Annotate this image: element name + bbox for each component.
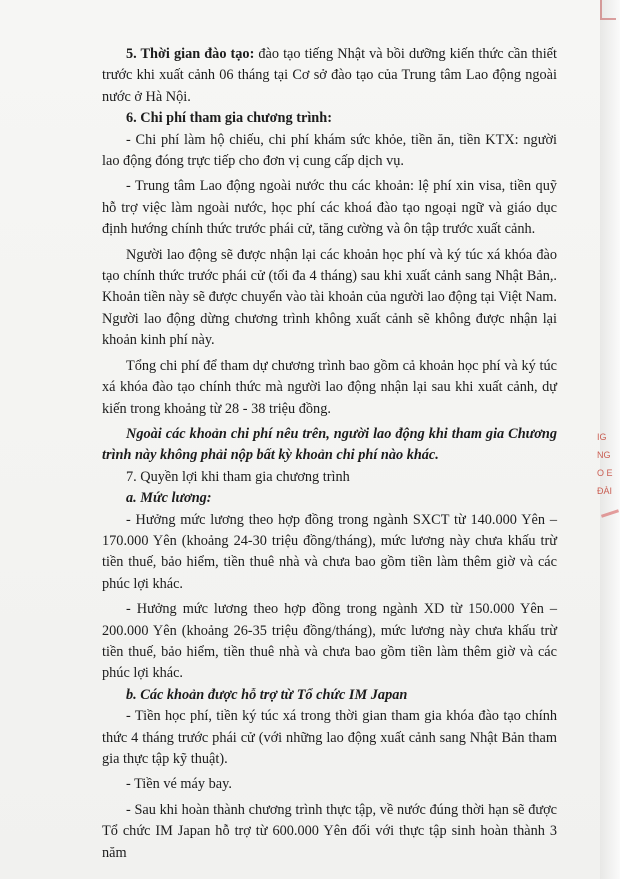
section6-paragraph-1: - Chi phí làm hộ chiếu, chi phí khám sức khỏe, tiền ăn, tiền KTX: người lao động đóng trực tiếp cho đơn vị cung cấp dịch vụ. [102, 131, 557, 170]
section7-sub-a: a. Mức lương: [126, 490, 212, 507]
stamp-text: ĐÀI [597, 486, 613, 496]
section7-sub-b: b. Các khoản được hỗ trợ từ Tổ chức IM Japan [126, 686, 408, 703]
stamp-text: NG [597, 450, 611, 460]
section6-paragraph-5: Ngoài các khoản chi phí nêu trên, người lao động khi tham gia Chương trình này không phải nộp bất kỳ khoản chi phí nào khác. [102, 425, 557, 464]
support-paragraph-1: - Tiền học phí, tiền ký túc xá trong thời gian tham gia khóa đào tạo chính thức 4 tháng trước phái cử (với những lao động xuất cảnh sang Nhật Bản tham gia thực tập kỹ thuật). [102, 708, 557, 767]
section5-text-start: đào tạo tiếng Nhật và bồi dưỡng kiến thức cần thiết [254, 46, 557, 62]
support-paragraph-2: - Tiền vé máy bay. [126, 776, 232, 793]
margin-red-stamp [597, 428, 619, 548]
corner-mark [600, 0, 616, 20]
section5-heading: 5. Thời gian đào tạo: [126, 46, 255, 62]
section6-heading: 6. Chi phí tham gia chương trình: [126, 110, 332, 127]
salary-paragraph-1: - Hưởng mức lương theo hợp đồng trong ngành SXCT từ 140.000 Yên – 170.000 Yên (khoảng 24-30 triệu đồng/tháng), mức lương này chưa khấu trừ tiền thuế, bảo hiểm, tiền thuê nhà và chưa bao gồm tiền làm thêm giờ và các phúc lợi khác. [102, 511, 557, 592]
salary-paragraph-2: - Hưởng mức lương theo hợp đồng trong ngành XD từ 150.000 Yên – 200.000 Yên (khoảng 26-35 triệu đồng/tháng), mức lương này chưa khấu trừ tiền thuế, bảo hiểm, tiền thuê nhà và chưa bao gồm tiền làm thêm giờ và các phúc lợi khác. [102, 601, 557, 682]
support-paragraph-3: - Sau khi hoàn thành chương trình thực tập, về nước đúng thời hạn sẽ được Tổ chức IM Japan hỗ trợ từ 600.000 Yên đối với thực tập sinh hoàn thành 3 năm [102, 801, 557, 861]
document-body [102, 44, 557, 864]
section5-paragraph [102, 44, 557, 108]
section6-paragraph-3: Người lao động sẽ được nhận lại các khoản học phí và ký túc xá khóa đào tạo chính thức trước phái cử (tối đa 4 tháng) sau khi xuất cảnh sang Nhật Bản,. Khoản tiền này sẽ được chuyển vào tài khoản của người lao động tại Việt Nam. Người lao động dừng chương trình không xuất cảnh sẽ không được nhận lại khoản kinh phí này. [102, 246, 557, 349]
section6-paragraph-4: Tổng chi phí để tham dự chương trình bao gồm cả khoản học phí và ký túc xá khóa đào tạo chính thức mà người lao động nhận lại sau khi xuất cảnh, dự kiến trong khoảng từ 28 - 38 triệu đồng. [102, 357, 557, 417]
stamp-text: O E [597, 468, 613, 478]
section5-text-rest: trước khi xuất cảnh 06 tháng tại Cơ sở đào tạo của Trung tâm Lao động ngoài nước ở Hà Nội. [102, 67, 557, 105]
section6-paragraph-2: - Trung tâm Lao động ngoài nước thu các khoản: lệ phí xin visa, tiền quỹ hỗ trợ việc làm ngoài nước, học phí các khoá đào tạo ngoại ngữ và giáo dục định hướng chính thức trước phái cử, tăng cường và ôn tập trước xuất cảnh. [102, 178, 557, 238]
stamp-text: IG [597, 432, 607, 442]
section7-heading: 7. Quyền lợi khi tham gia chương trình [126, 468, 350, 485]
